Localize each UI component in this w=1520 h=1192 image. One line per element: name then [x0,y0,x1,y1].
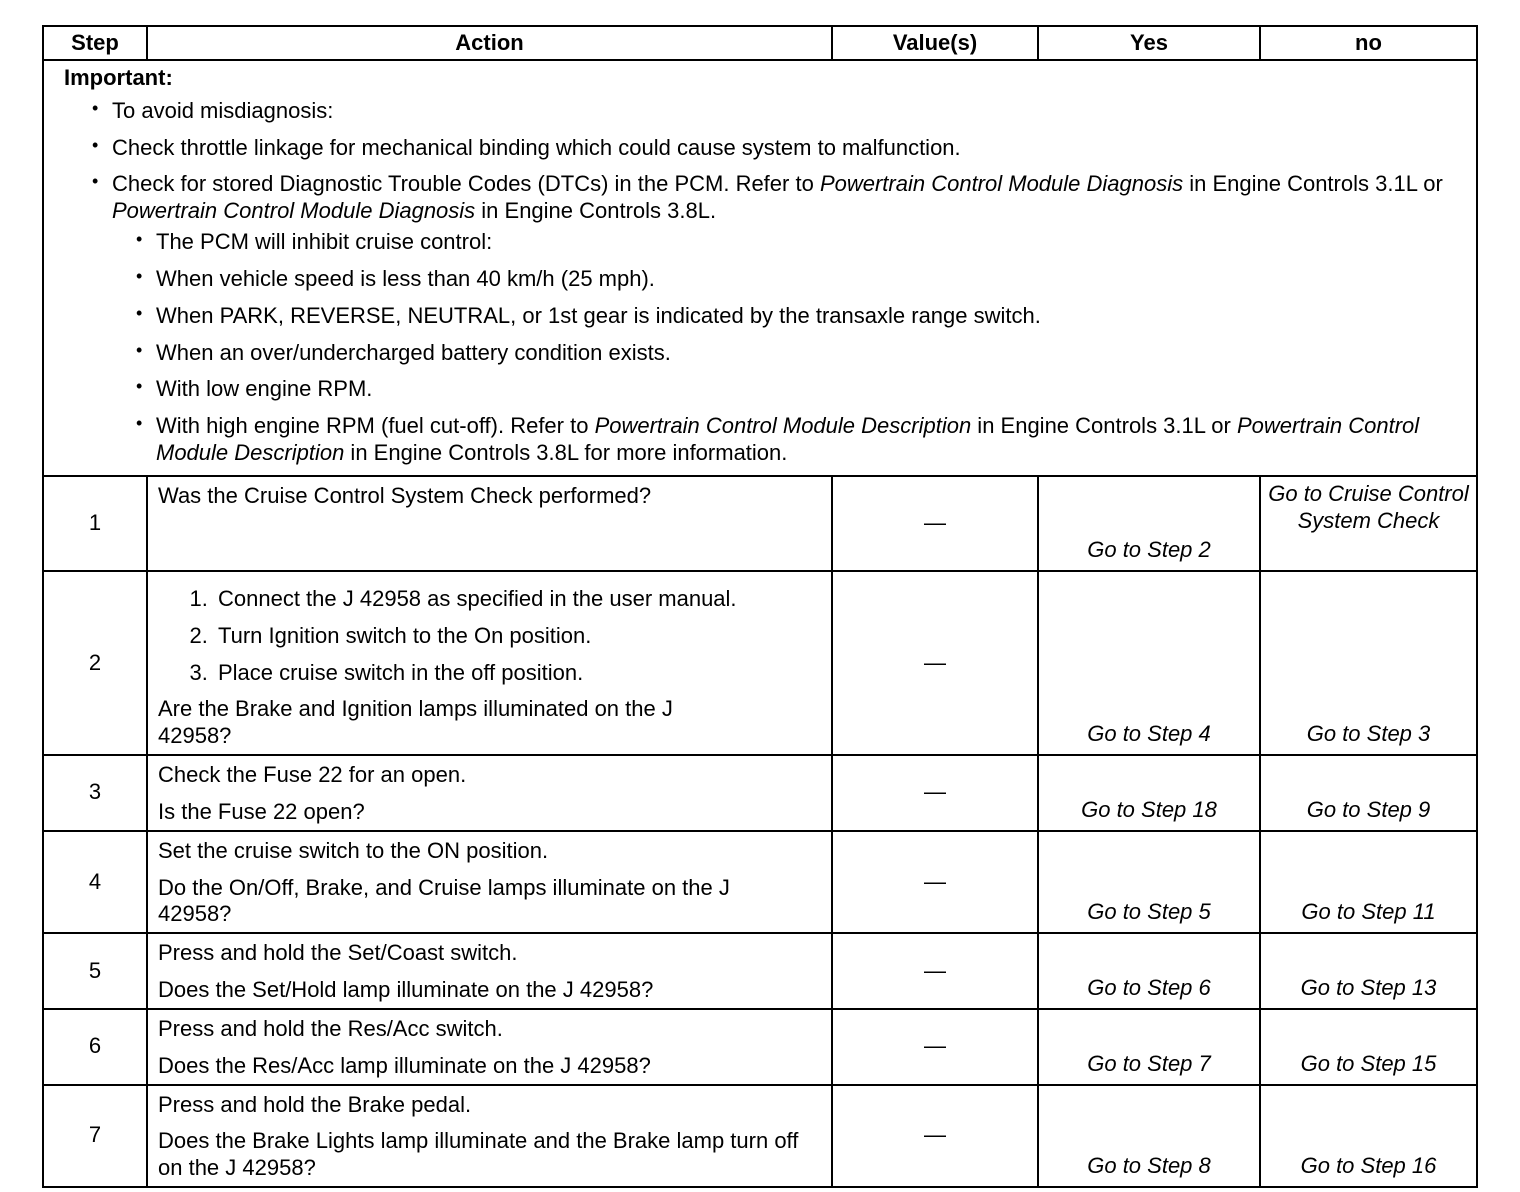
step-number: 1 [43,476,147,571]
action-text: Was the Cruise Control System Check performed? [158,482,652,508]
step-number: 3 [43,755,147,831]
substep-list [158,586,821,686]
action-cell [147,831,832,933]
important-item: • Check throttle linkage for mechanical binding which could cause system to malfunction. [64,135,1464,162]
header-row [43,26,1477,60]
value-cell: — [832,933,1038,1009]
action-text: Press and hold the Res/Acc switch. [158,1015,503,1041]
yes-cell: Go to Step 5 [1038,831,1260,933]
action-cell [147,1009,832,1085]
action-cell [147,933,832,1009]
important-subitem: • When PARK, REVERSE, NEUTRAL, or 1st gear is indicated by the transaxle range switch. [64,303,1464,330]
action-text: Set the cruise switch to the ON position. [158,837,549,863]
header-action: Action [147,26,832,60]
no-cell: Go to Step 15 [1260,1009,1477,1085]
yes-cell: Go to Step 8 [1038,1085,1260,1187]
step-number: 4 [43,831,147,933]
step-number: 6 [43,1009,147,1085]
important-item: • Check for stored Diagnostic Trouble Codes (DTCs) in the PCM. Refer to Powertrain Control Module Diagnosis in Engine Controls 3.1L or Powertrain Control Module Diagnosis in Engine Controls 3.8L. [64,171,1464,225]
important-item: • To avoid misdiagnosis: [64,98,1464,125]
action-question: Does the Res/Acc lamp illuminate on the J 42958? [158,1052,651,1078]
action-text: Check the Fuse 22 for an open. [158,762,467,788]
header-step: Step [43,26,147,60]
step-row-7 [43,1085,1477,1187]
substep: 2. Turn Ignition switch to the On position. [214,623,821,650]
value-cell: — [832,1009,1038,1085]
value-cell: — [832,476,1038,571]
step-row-2 [43,571,1477,755]
step-row-1 [43,476,1477,571]
action-question: Is the Fuse 22 open? [158,798,365,824]
step-row-4 [43,831,1477,933]
action-cell [147,1085,832,1187]
step-row-6 [43,1009,1477,1085]
important-subitem: • When an over/undercharged battery condition exists. [64,340,1464,367]
important-notice [43,60,1477,476]
action-question: Do the On/Off, Brake, and Cruise lamps illuminate on the J 42958? [158,874,730,927]
yes-cell: Go to Step 6 [1038,933,1260,1009]
no-cell: Go to Step 11 [1260,831,1477,933]
step-number: 2 [43,571,147,755]
no-cell: Go to Step 3 [1260,571,1477,755]
action-question: Are the Brake and Ignition lamps illuminated on the J 42958? [158,696,673,749]
header-no: no [1260,26,1477,60]
no-cell: Go to Step 13 [1260,933,1477,1009]
step-row-3 [43,755,1477,831]
yes-cell: Go to Step 18 [1038,755,1260,831]
action-text: Press and hold the Brake pedal. [158,1091,472,1117]
action-question: Does the Set/Hold lamp illuminate on the J 42958? [158,977,654,1003]
header-yes: Yes [1038,26,1260,60]
step-number: 5 [43,933,147,1009]
value-cell: — [832,755,1038,831]
action-cell [147,476,832,571]
important-list [64,98,1464,225]
value-cell: — [832,571,1038,755]
substep: 1. Connect the J 42958 as specified in the user manual. [214,586,821,613]
value-cell: — [832,1085,1038,1187]
important-sublist [64,229,1464,467]
step-number: 7 [43,1085,147,1187]
value-cell: — [832,831,1038,933]
no-cell: Go to Cruise Control System Check [1260,476,1477,571]
action-cell [147,755,832,831]
important-title: Important: [64,65,173,90]
action-text: Press and hold the Set/Coast switch. [158,940,518,966]
action-cell [147,571,832,755]
important-row [43,60,1477,476]
no-cell: Go to Step 16 [1260,1085,1477,1187]
important-subitem: • The PCM will inhibit cruise control: [64,229,1464,256]
diagnostic-table [42,25,1478,1188]
header-values: Value(s) [832,26,1038,60]
no-cell: Go to Step 9 [1260,755,1477,831]
yes-cell: Go to Step 7 [1038,1009,1260,1085]
substep: 3. Place cruise switch in the off position. [214,660,821,687]
yes-cell: Go to Step 2 [1038,476,1260,571]
important-subitem: • When vehicle speed is less than 40 km/h (25 mph). [64,266,1464,293]
important-subitem: • With low engine RPM. [64,376,1464,403]
yes-cell: Go to Step 4 [1038,571,1260,755]
step-row-5 [43,933,1477,1009]
action-question: Does the Brake Lights lamp illuminate and the Brake lamp turn off on the J 42958? [158,1128,799,1181]
important-subitem: • With high engine RPM (fuel cut-off). Refer to Powertrain Control Module Description in Engine Controls 3.1L or Powertrain Control Module Description in Engine Controls 3.8L for more information. [64,413,1464,467]
